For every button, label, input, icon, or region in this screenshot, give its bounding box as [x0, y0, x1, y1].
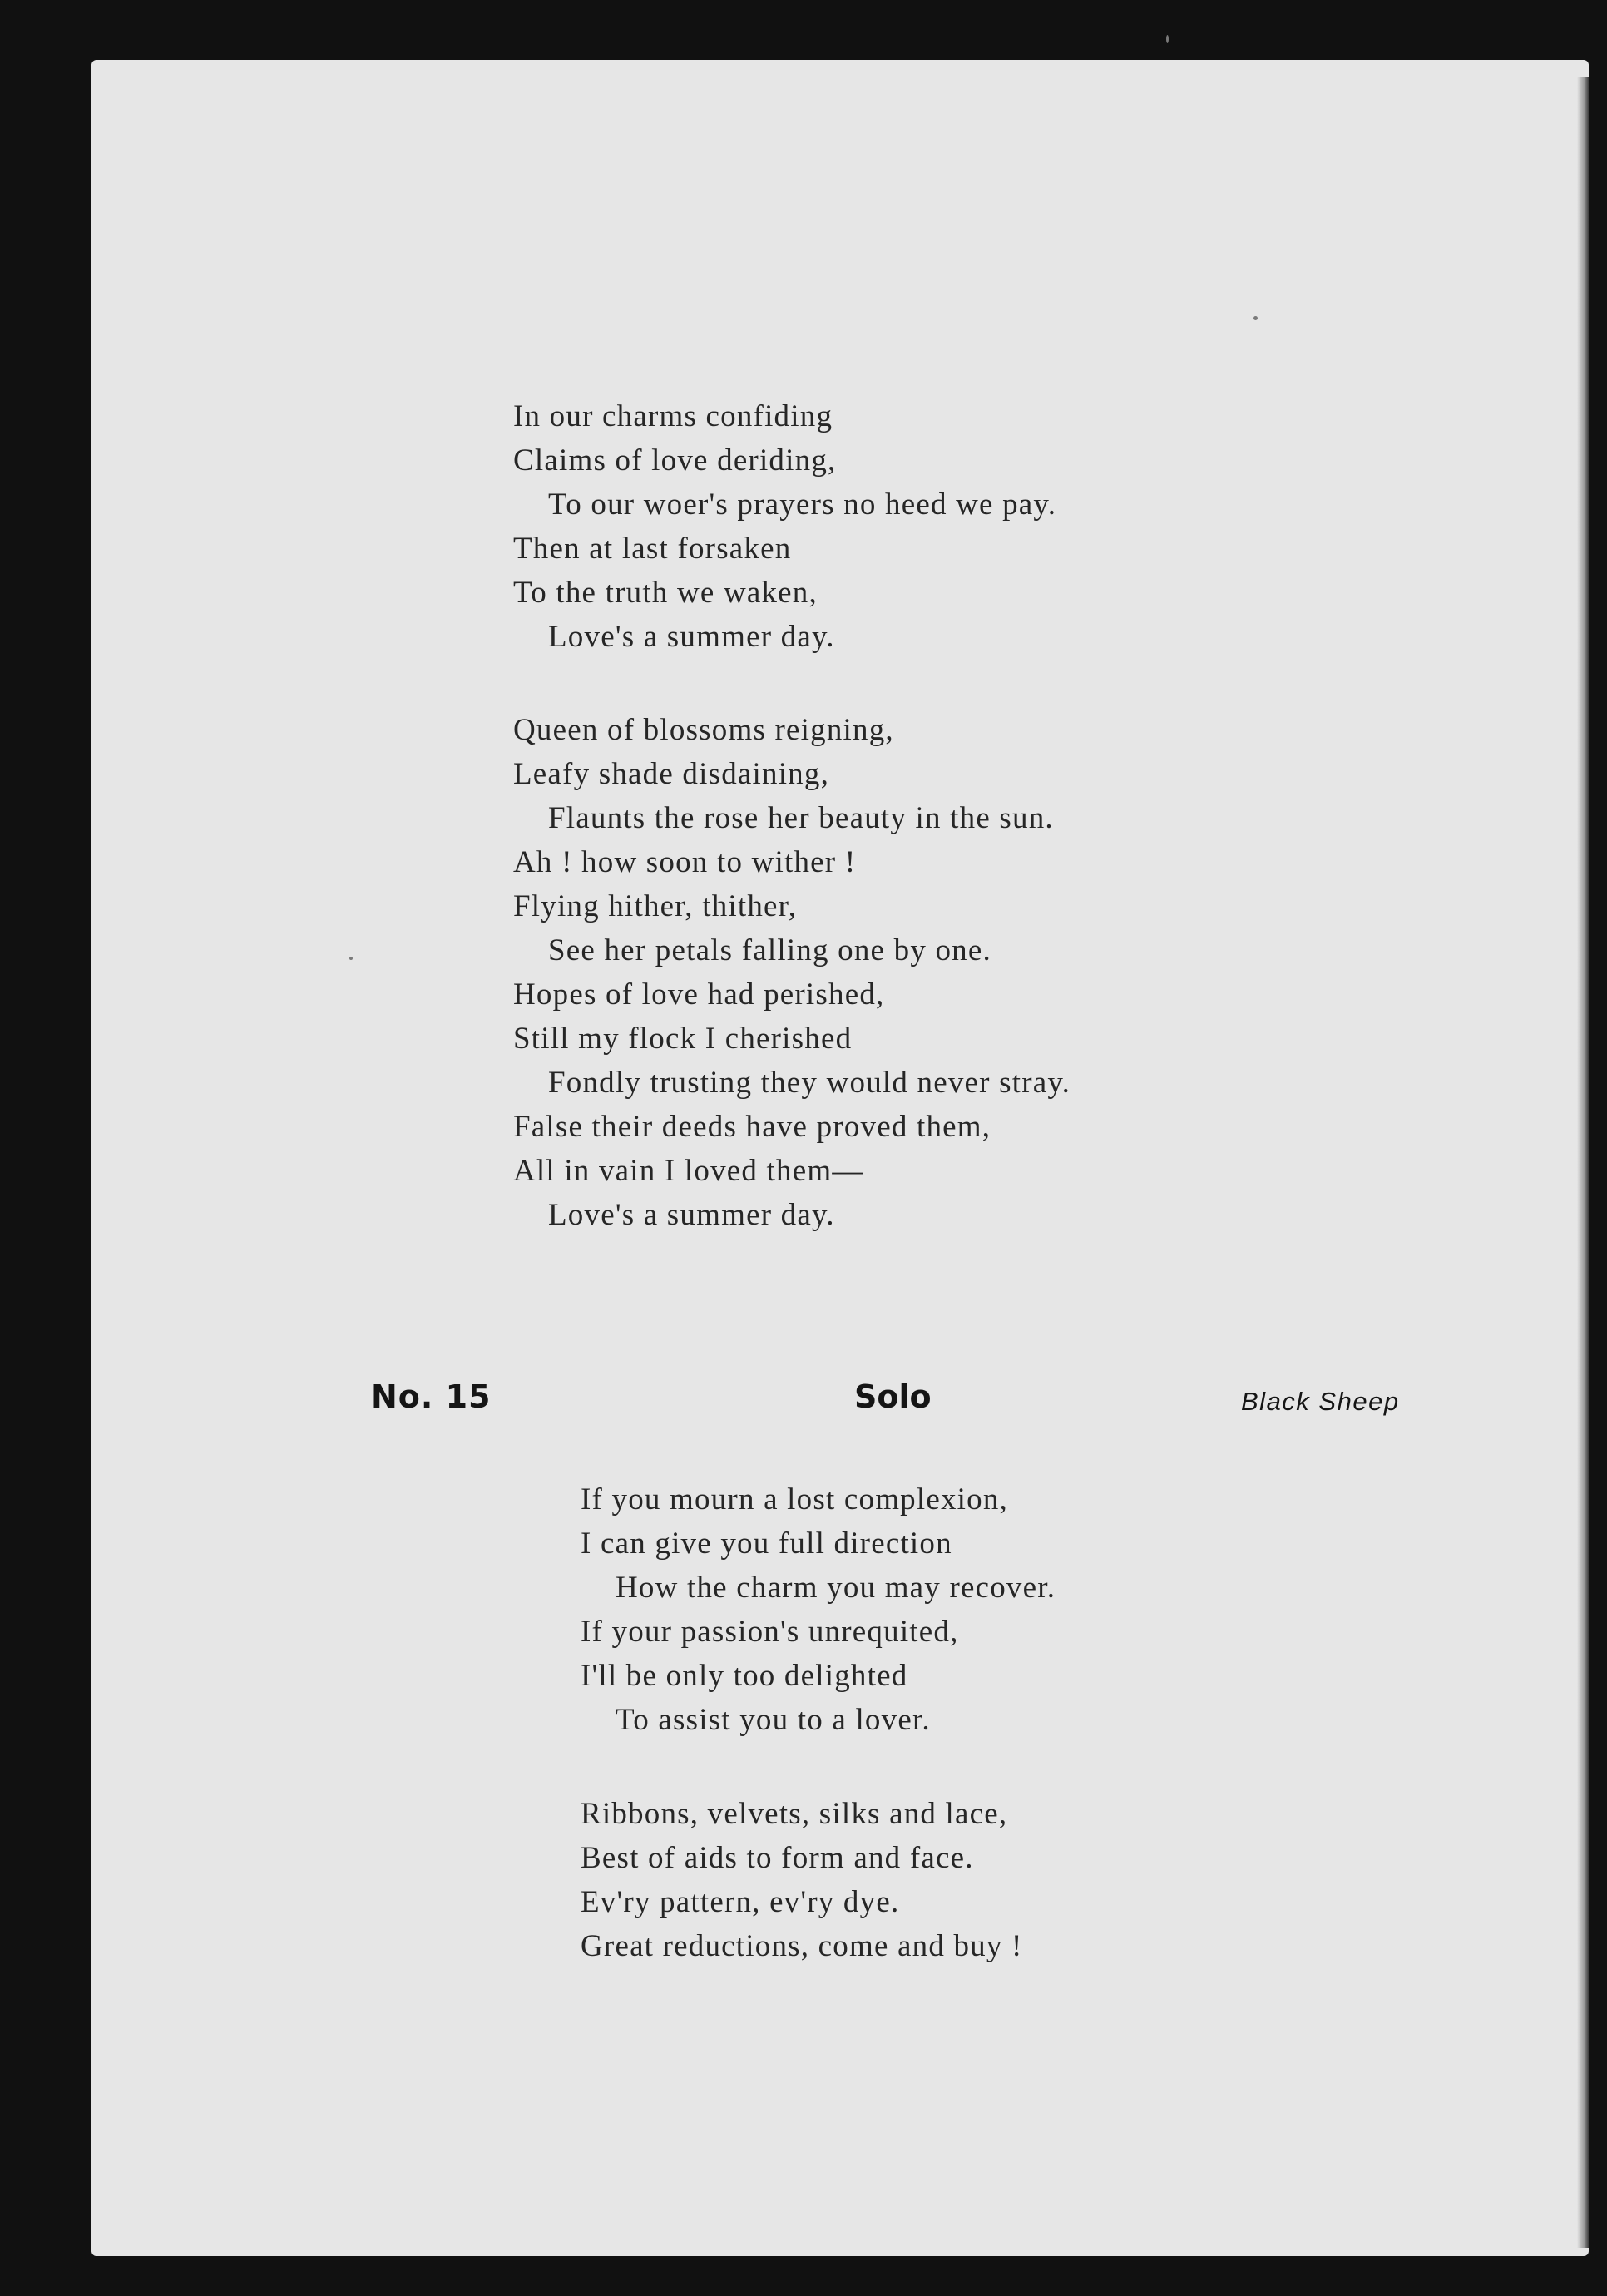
verse-line: I can give you full direction — [581, 1527, 952, 1561]
verse-line: Leafy shade disdaining, — [513, 757, 830, 791]
verse-line: Queen of blossoms reigning, — [513, 713, 894, 747]
verse-line: I'll be only too delighted — [581, 1659, 908, 1693]
verse-line: To the truth we waken, — [513, 576, 818, 610]
verse-line: False their deeds have proved them, — [513, 1110, 991, 1144]
verse-line: Ev'ry pattern, ev'ry dye. — [581, 1885, 900, 1919]
verse-line: Flying hither, thither, — [513, 889, 798, 923]
verse-line: Still my flock I cherished — [513, 1022, 853, 1056]
verse-line: In our charms confiding — [513, 399, 833, 433]
verse-line: To our woer's prayers no heed we pay. — [548, 487, 1057, 522]
verse-line: See her petals falling one by one. — [548, 933, 991, 967]
page-edge-shadow — [1577, 77, 1589, 2248]
verse-line: Love's a summer day. — [548, 620, 835, 654]
song-title: Solo — [854, 1378, 932, 1415]
verse-line: Great reductions, come and buy ! — [581, 1929, 1023, 1963]
verse-line: Ah ! how soon to wither ! — [513, 845, 857, 879]
paper-speck — [1253, 316, 1258, 320]
verse-line: If your passion's unrequited, — [581, 1615, 959, 1649]
verse-line: Hopes of love had perished, — [513, 977, 885, 1012]
verse-stanza-4 — [581, 1792, 1023, 1968]
verse-stanza-2 — [513, 708, 1071, 1237]
verse-line: Then at last forsaken — [513, 532, 792, 566]
verse-line: How the charm you may recover. — [616, 1571, 1056, 1605]
verse-line: All in vain I loved them— — [513, 1154, 864, 1188]
verse-stanza-1 — [513, 394, 1056, 659]
verse-line: Flaunts the rose her beauty in the sun. — [548, 801, 1054, 835]
song-number: No. 15 — [371, 1378, 492, 1415]
verse-line: Claims of love deriding, — [513, 443, 837, 478]
paper-speck — [1166, 35, 1169, 43]
verse-line: If you mourn a lost complexion, — [581, 1482, 1009, 1517]
song-character: Black Sheep — [1241, 1387, 1400, 1416]
verse-line: Ribbons, velvets, silks and lace, — [581, 1797, 1008, 1831]
verse-line: Love's a summer day. — [548, 1198, 835, 1232]
verse-stanza-3 — [581, 1477, 1056, 1742]
verse-line: To assist you to a lover. — [616, 1703, 931, 1737]
paper-speck — [349, 957, 353, 960]
verse-line: Best of aids to form and face. — [581, 1841, 974, 1875]
verse-line: Fondly trusting they would never stray. — [548, 1066, 1071, 1100]
